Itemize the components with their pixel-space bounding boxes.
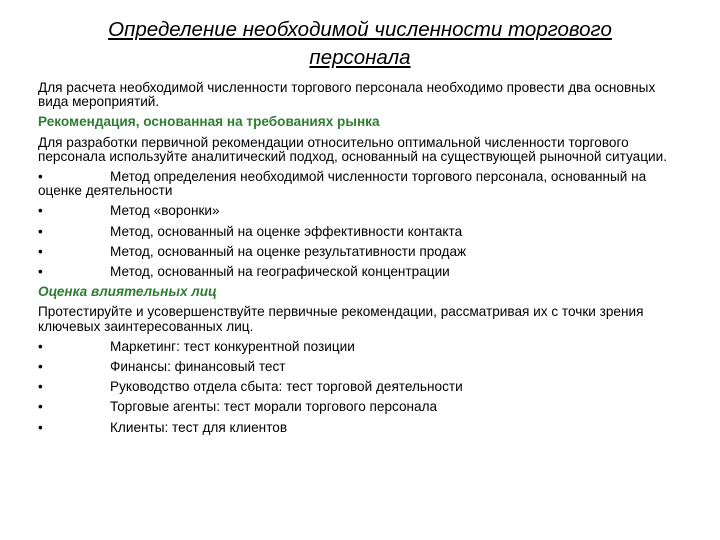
bullet-dot: • <box>38 379 43 395</box>
section1-bullet <box>38 265 688 279</box>
bullet-text: Метод, основанный на оценке эффективности контакта <box>110 223 463 239</box>
bullet-text: Клиенты: тест для клиентов <box>110 419 288 435</box>
bullet-dot: • <box>38 223 43 239</box>
bullet-dot: • <box>38 264 43 280</box>
bullet-text: Метод «воронки» <box>110 203 220 219</box>
bullet-dot: • <box>38 203 43 219</box>
bullet-text: Финансы: финансовый тест <box>110 359 286 375</box>
section2-bullet <box>38 421 688 435</box>
section2-bullet <box>38 400 688 414</box>
bullet-text: Маркетинг: тест конкурентной позиции <box>110 338 355 354</box>
bullet-dot: • <box>38 419 43 435</box>
section1-bullet <box>38 245 688 259</box>
bullet-dot: • <box>38 169 43 185</box>
section1-bullet <box>38 225 688 239</box>
slide-body <box>38 81 688 441</box>
section2-heading: Оценка влиятельных лиц <box>38 284 217 300</box>
section1-bullet <box>38 204 688 218</box>
section2-bullet <box>38 380 688 394</box>
section2-bullet <box>38 360 688 374</box>
bullet-text: Метод, основанный на географической концентрации <box>110 264 450 280</box>
bullet-text: Руководство отдела сбыта: тест торговой деятельности <box>110 379 463 395</box>
section2-bullet <box>38 340 688 354</box>
section1-bullet <box>38 170 688 198</box>
bullet-dot: • <box>38 399 43 415</box>
bullet-text: Метод, основанный на оценке результативности продаж <box>110 243 467 259</box>
section1-paragraph: Для разработки первичной рекомендации относительно оптимальной численности торгового персонала используйте аналитический подход, основанный на существующей рыночной ситуации. <box>38 134 667 164</box>
bullet-text: Метод определения необходимой численности торгового персонала, основанный на оценке деятельности <box>38 169 647 199</box>
bullet-text: Торговые агенты: тест морали торгового персонала <box>110 399 438 415</box>
bullet-dot: • <box>38 359 43 375</box>
section1-heading: Рекомендация, основанная на требованиях рынка <box>38 114 380 130</box>
bullet-dot: • <box>38 338 43 354</box>
slide-title: Определение необходимой численности торгового персонала <box>108 18 612 69</box>
bullet-dot: • <box>38 243 43 259</box>
intro-paragraph: Для расчета необходимой численности торгового персонала необходимо провести два основных вида мероприятий. <box>38 80 656 110</box>
section2-paragraph: Протестируйте и усовершенствуйте первичные рекомендации, рассматривая их с точки зрения ключевых заинтересованных лиц. <box>38 304 644 334</box>
